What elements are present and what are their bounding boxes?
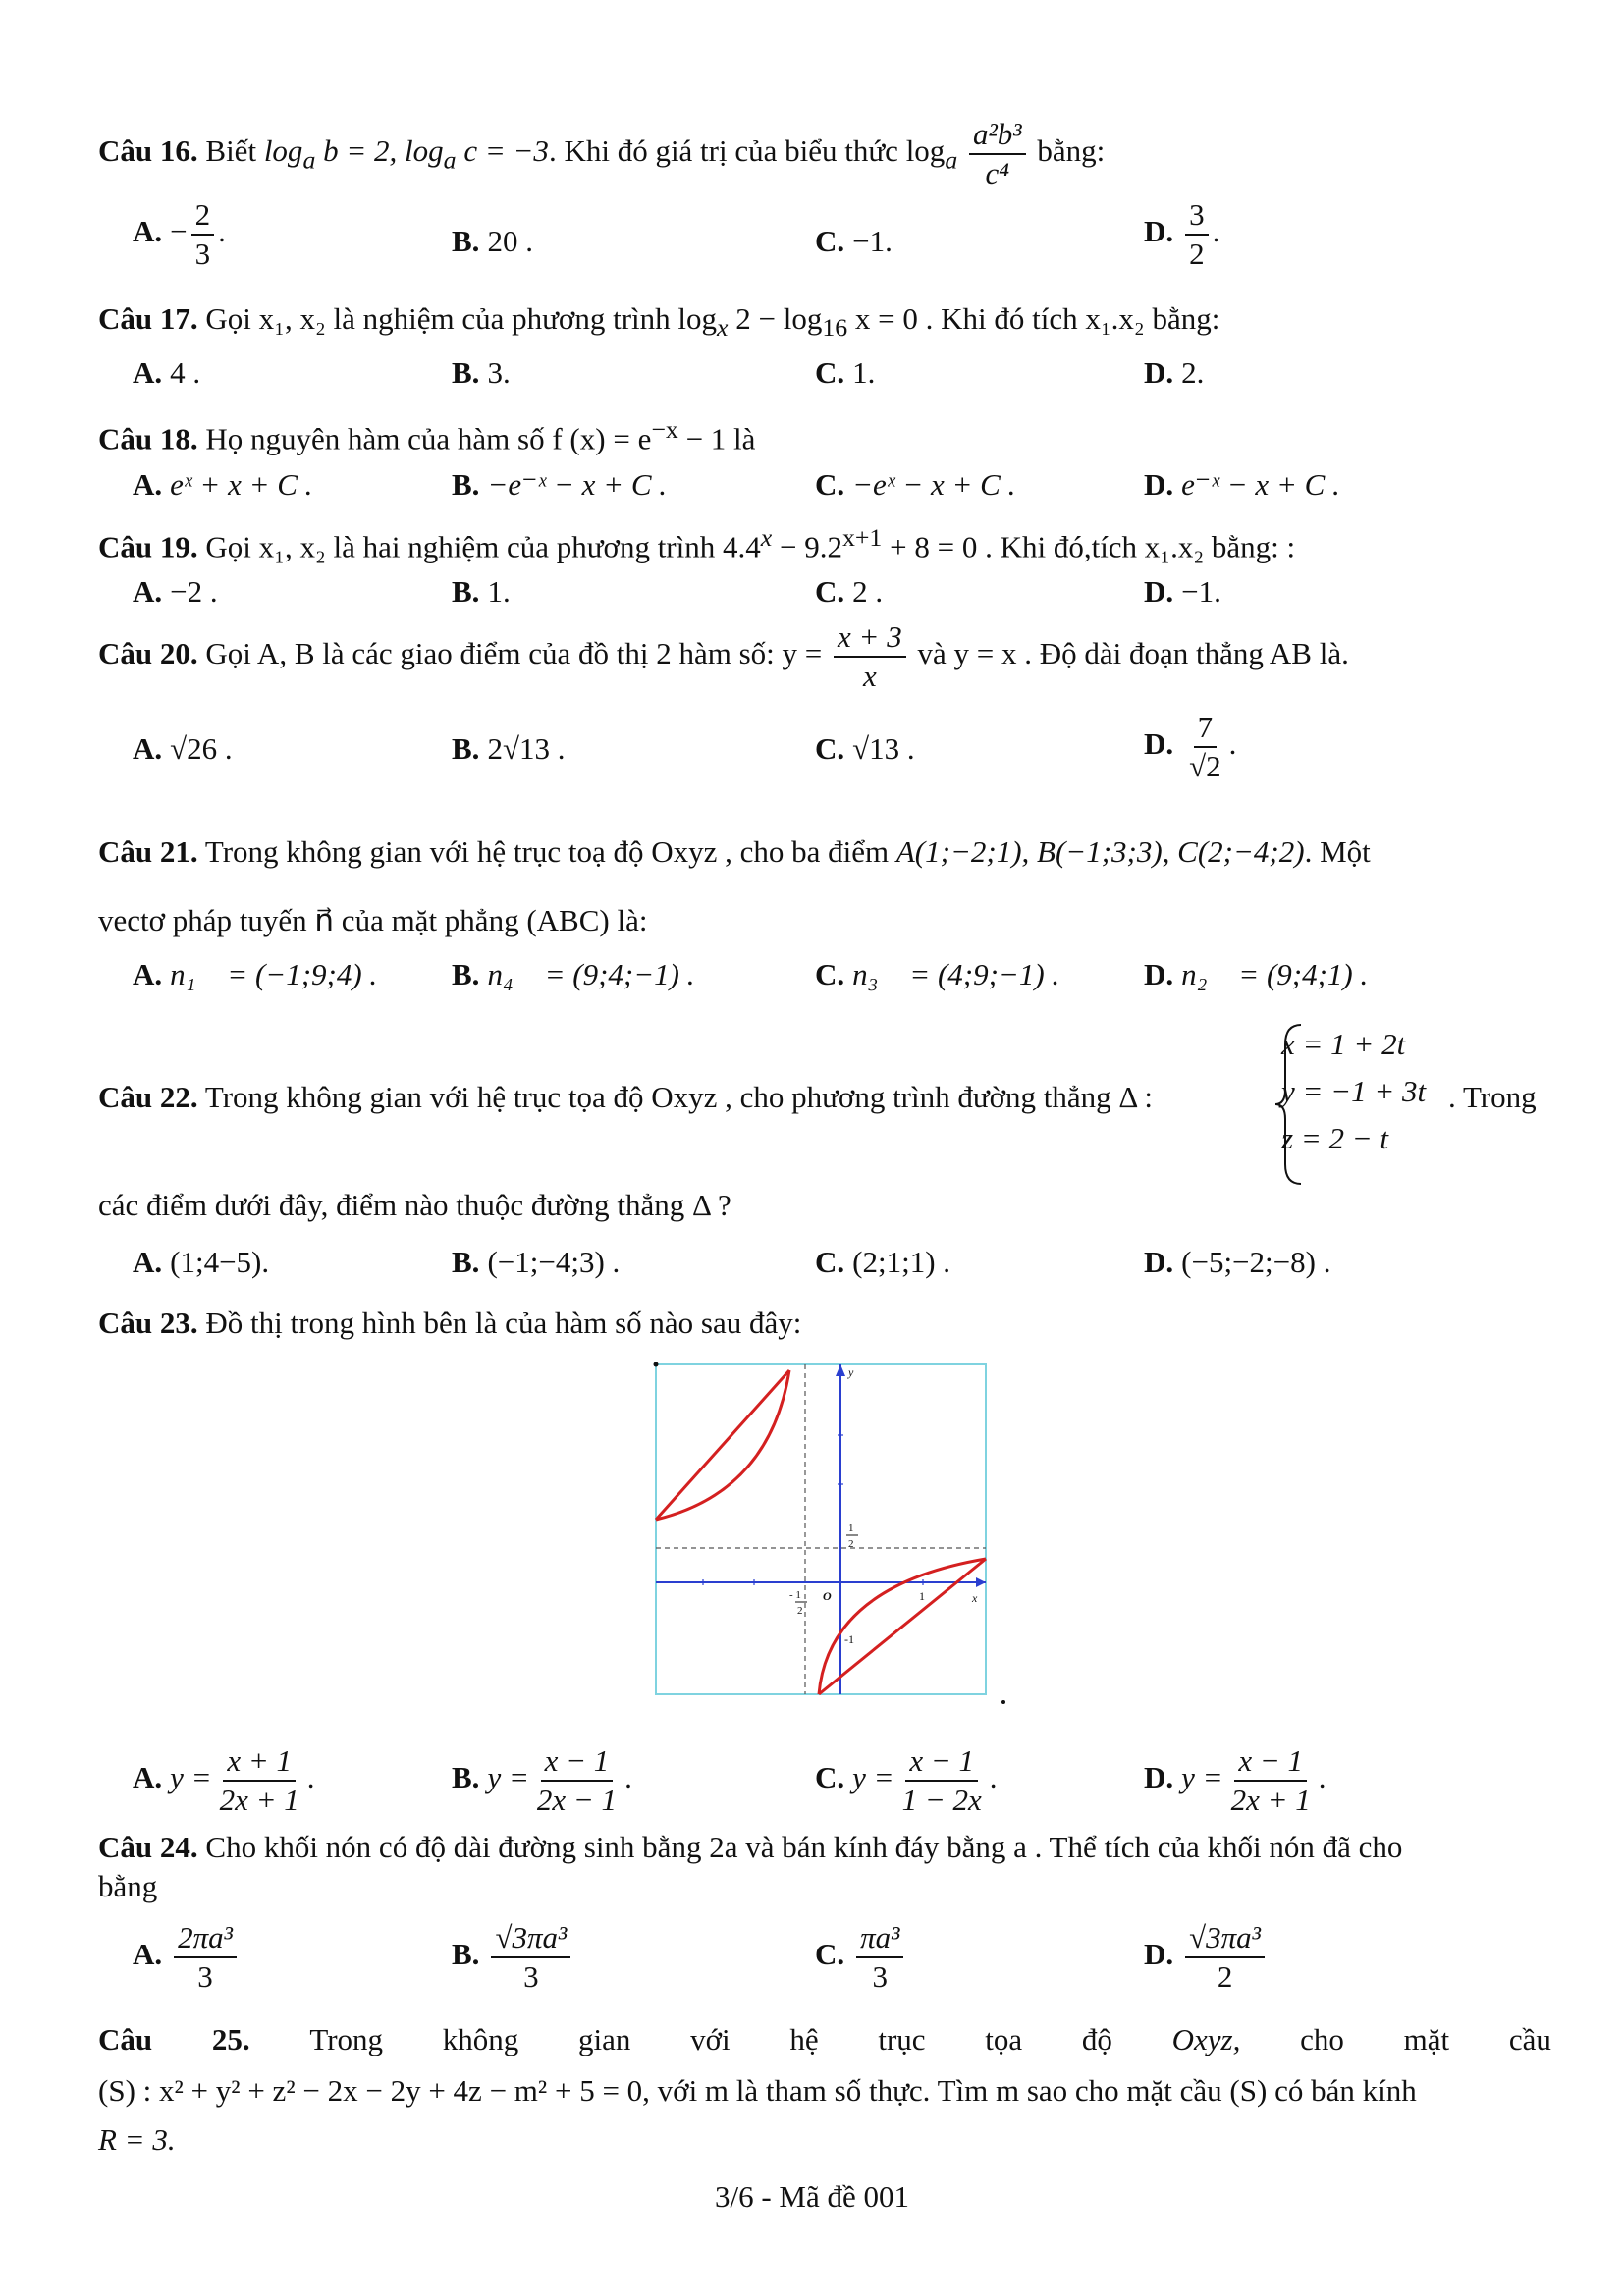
option-label: A. — [133, 355, 163, 390]
option-c[interactable] — [815, 355, 875, 391]
question-22-line2 — [98, 1186, 1551, 1225]
question-text: R = 3. — [98, 2122, 176, 2157]
option-label: D. — [1144, 1760, 1174, 1795]
subscript: x — [717, 313, 729, 343]
option-a[interactable] — [133, 1742, 315, 1819]
question-text: Gọi x₁, x₂ là nghiệm của phương trình log — [205, 301, 717, 336]
math-expr: b = 2, log — [315, 133, 444, 169]
numerator: 2πa³ — [174, 1919, 237, 1958]
question-17 — [98, 299, 1551, 347]
option-label: C. — [815, 224, 845, 258]
option-d[interactable] — [1144, 196, 1219, 273]
subscript: a — [443, 145, 457, 175]
option-label: B. — [452, 1937, 480, 1972]
denominator: 2x + 1 — [219, 1783, 299, 1817]
superscript: x — [760, 523, 773, 552]
suffix: . — [1228, 726, 1237, 762]
option-c[interactable] — [815, 1919, 907, 1996]
question-text: bằng: — [1037, 133, 1106, 169]
fraction — [1185, 1919, 1265, 1996]
sign: − — [170, 214, 188, 249]
question-21-line2 — [98, 901, 1551, 940]
question-text: . Trong — [1448, 1080, 1537, 1114]
option-label: D. — [1144, 355, 1174, 390]
fraction — [1185, 196, 1209, 273]
question-16 — [98, 116, 1551, 192]
option-d[interactable] — [1144, 1919, 1269, 1996]
option-text: 4 . — [170, 355, 201, 390]
question-number: Câu 18. — [98, 421, 198, 456]
option-text: n₄⃗ = (9;4;−1) . — [487, 957, 695, 991]
option-text: √13 . — [852, 731, 915, 766]
suffix: . — [1318, 1760, 1326, 1795]
suffix: . — [624, 1760, 632, 1795]
option-a[interactable] — [133, 957, 377, 992]
question-number: Câu 20. — [98, 636, 198, 671]
numerator: √3πa³ — [1185, 1919, 1265, 1958]
numerator: x + 3 — [834, 618, 906, 658]
option-text: n₁⃗ = (−1;9;4) . — [170, 957, 378, 991]
option-c[interactable] — [815, 1742, 998, 1819]
question-19 — [98, 518, 1551, 566]
suffix: . — [1212, 214, 1220, 249]
suffix: . — [989, 1760, 998, 1795]
option-c[interactable] — [815, 574, 883, 610]
option-text: 2√13 . — [487, 731, 566, 766]
option-text: eˣ + x + C . — [170, 467, 313, 502]
word: trục — [878, 2022, 926, 2056]
neg-one-label: -1 — [844, 1632, 854, 1646]
fraction — [969, 116, 1026, 192]
suffix: . — [218, 214, 226, 249]
denominator: √2 — [1189, 749, 1221, 783]
option-label: D. — [1144, 574, 1174, 609]
word: hệ — [789, 2022, 819, 2056]
option-label: C. — [815, 574, 845, 609]
question-text: các điểm dưới đây, điểm nào thuộc đường thẳng Δ ? — [98, 1188, 731, 1222]
numerator: 7 — [1194, 709, 1218, 748]
x-axis-label: x — [972, 1591, 978, 1605]
option-label: B. — [452, 957, 480, 991]
option-label: C. — [815, 1245, 845, 1279]
question-text: x = 0 . Khi đó tích x₁.x₂ bằng: — [847, 301, 1220, 336]
question-text: Đồ thị trong hình bên là của hàm số nào sau đây: — [205, 1306, 802, 1340]
option-label: C. — [815, 731, 845, 766]
option-label: D. — [1144, 467, 1174, 502]
corner-dot — [654, 1362, 659, 1367]
question-23 — [98, 1304, 1551, 1343]
denominator: 2 — [1217, 1959, 1233, 1994]
option-d[interactable] — [1144, 574, 1221, 610]
option-label: A. — [133, 1245, 163, 1279]
option-d[interactable] — [1144, 1742, 1326, 1819]
option-label: B. — [452, 467, 480, 502]
question-text: Cho khối nón có độ dài đường sinh bằng 2a và bán kính đáy bằng a . Thể tích của khối nón đã cho — [205, 1830, 1403, 1864]
fraction — [834, 618, 906, 695]
option-label: C. — [815, 355, 845, 390]
option-label: B. — [452, 731, 480, 766]
option-a[interactable] — [133, 1245, 269, 1280]
question-text: (S) : x² + y² + z² − 2x − 2y + 4z − m² + 5 = 0, với m là tham số thực. Tìm m sao cho mặt cầu (S) có bán kính — [98, 2073, 1417, 2108]
superscript: x+1 — [841, 523, 883, 552]
option-a[interactable] — [133, 355, 200, 391]
y-axis-label: y — [848, 1365, 854, 1379]
option-text: √26 . — [170, 731, 233, 766]
option-c[interactable] — [815, 1245, 950, 1280]
option-text: 1. — [852, 355, 876, 390]
option-a[interactable] — [133, 1919, 241, 1996]
question-text: Biết — [205, 133, 257, 169]
option-label: A. — [133, 467, 163, 502]
option-a[interactable] — [133, 196, 226, 273]
option-text: n₃⃗ = (4;9;−1) . — [852, 957, 1060, 991]
denominator: 2x + 1 — [1230, 1783, 1311, 1817]
fraction — [216, 1742, 303, 1819]
equation-z: z = 2 − t — [1281, 1121, 1389, 1155]
option-b[interactable] — [452, 731, 565, 767]
fraction — [898, 1742, 986, 1819]
option-text: (−1;−4;3) . — [487, 1245, 621, 1279]
question-number: Câu — [98, 2022, 153, 2056]
question-text: Gọi x₁, x₂ là hai nghiệm của phương trình 4.4 — [205, 529, 761, 564]
question-24 — [98, 1828, 1551, 1906]
math-expr: c = −3 — [456, 133, 549, 169]
numerator: x + 1 — [223, 1742, 296, 1782]
option-d[interactable] — [1144, 957, 1368, 992]
question-20 — [98, 618, 1551, 695]
superscript: −x — [651, 415, 678, 444]
option-text: −1. — [852, 224, 893, 258]
option-b[interactable] — [452, 224, 533, 259]
option-label: B. — [452, 1245, 480, 1279]
option-label: C. — [815, 467, 845, 502]
option-c[interactable] — [815, 731, 915, 767]
option-label: B. — [452, 355, 480, 390]
option-text: (−5;−2;−8) . — [1181, 1245, 1331, 1279]
question-text: + 8 = 0 . Khi đó,tích x₁.x₂ bằng: : — [882, 529, 1296, 564]
question-number: Câu 19. — [98, 529, 198, 564]
option-b[interactable] — [452, 957, 694, 992]
option-text: 2 . — [852, 574, 884, 609]
option-text: −1. — [1181, 574, 1221, 609]
option-b[interactable] — [452, 1742, 632, 1819]
denominator: 3 — [194, 237, 211, 271]
option-b[interactable] — [452, 355, 511, 391]
denominator: x — [862, 659, 877, 693]
option-text: −e⁻ˣ − x + C . — [487, 467, 668, 502]
word: cho — [1300, 2022, 1344, 2056]
option-prefix: y = — [487, 1760, 529, 1795]
option-label: A. — [133, 957, 163, 991]
option-label: C. — [815, 957, 845, 991]
half-den-label: 2 — [848, 1538, 854, 1550]
question-number-suffix: 25. — [211, 2022, 250, 2056]
neg-half-label: - 1 — [789, 1589, 801, 1601]
question-text: − 1 là — [677, 421, 756, 456]
option-label: B. — [452, 1760, 480, 1795]
option-b[interactable] — [452, 574, 511, 610]
question-text: − 9.2 — [772, 529, 842, 564]
option-c[interactable] — [815, 467, 1015, 503]
page-footer: 3/6 - Mã đề 001 — [714, 2179, 910, 2214]
option-b[interactable] — [452, 1245, 620, 1280]
question-text: Trong không gian với hệ trục toạ độ Oxyz , cho ba điểm — [204, 834, 890, 869]
question-number: Câu 17. — [98, 301, 198, 336]
denominator: 3 — [197, 1959, 213, 1994]
option-text: 20 . — [487, 224, 533, 258]
math-expr: log — [263, 133, 303, 169]
option-label: A. — [133, 1760, 163, 1795]
option-text: −2 . — [170, 574, 218, 609]
points-list: A(1;−2;1), B(−1;3;3), C(2;−4;2) — [895, 834, 1305, 869]
option-label: B. — [452, 224, 480, 258]
numerator: πa³ — [856, 1919, 903, 1958]
curve-left-line — [656, 1370, 789, 1520]
denominator: c⁴ — [985, 156, 1010, 190]
suffix: . — [306, 1760, 315, 1795]
math-expr: log — [905, 133, 946, 169]
denominator: 2 — [1189, 237, 1205, 271]
question-22-tail — [1448, 1078, 1537, 1117]
word: cầu — [1508, 2022, 1551, 2056]
option-prefix: y = — [170, 1760, 212, 1795]
option-b[interactable] — [452, 1919, 574, 1996]
option-label: D. — [1144, 1937, 1174, 1972]
question-25-line2 — [98, 2071, 1551, 2110]
option-d[interactable] — [1144, 709, 1236, 785]
option-text: 2. — [1181, 355, 1205, 390]
neg-half-den-label: 2 — [797, 1605, 803, 1617]
subscript: 16 — [822, 313, 848, 343]
line-system — [1281, 1021, 1426, 1162]
question-text: bằng — [98, 1869, 158, 1903]
option-prefix: y = — [852, 1760, 894, 1795]
option-label: A. — [133, 1937, 163, 1972]
fraction — [174, 1919, 237, 1996]
word: độ — [1081, 2022, 1112, 2056]
question-text: Họ nguyên hàm của hàm số f (x) = e — [205, 421, 652, 456]
denominator: 3 — [872, 1959, 889, 1994]
numerator: x − 1 — [905, 1742, 978, 1782]
option-label: A. — [133, 574, 163, 609]
numerator: √3πa³ — [491, 1919, 570, 1958]
fraction — [856, 1919, 903, 1996]
word: Trong — [309, 2022, 384, 2056]
question-text: và y = x . Độ dài đoạn thẳng AB là. — [917, 636, 1349, 671]
word: với — [690, 2022, 731, 2056]
fraction — [491, 1919, 570, 1996]
option-a[interactable] — [133, 574, 218, 610]
fraction — [1227, 1742, 1315, 1819]
option-label: D. — [1144, 1245, 1174, 1279]
option-text: (2;1;1) . — [852, 1245, 951, 1279]
question-21 — [98, 832, 1551, 872]
fraction — [533, 1742, 621, 1819]
option-label: B. — [452, 574, 480, 609]
option-label: A. — [133, 214, 163, 249]
option-c[interactable] — [815, 224, 893, 259]
option-text: −eˣ − x + C . — [852, 467, 1016, 502]
subscript: a — [302, 145, 316, 175]
word: mặt — [1403, 2022, 1450, 2056]
word: tọa — [985, 2022, 1023, 2056]
graph-frame — [656, 1364, 986, 1694]
option-text: 1. — [487, 574, 511, 609]
numerator: x − 1 — [1234, 1742, 1307, 1782]
numerator: 2 — [191, 196, 215, 236]
option-label: D. — [1144, 957, 1174, 991]
question-text: . Khi đó giá trị của biểu thức — [548, 133, 898, 169]
option-text: n₂⃗ = (9;4;1) . — [1181, 957, 1369, 991]
question-text: vectơ pháp tuyến n⃗ của mặt phẳng (ABC) là: — [98, 903, 648, 937]
option-a[interactable] — [133, 731, 233, 767]
origin-label: O — [823, 1589, 832, 1603]
x-axis-arrow-icon — [976, 1577, 986, 1587]
question-text: Trong không gian với hệ trục tọa độ Oxyz , cho phương trình đường thẳng Δ : — [204, 1080, 1154, 1114]
question-18 — [98, 410, 1551, 458]
numerator: x − 1 — [541, 1742, 614, 1782]
option-label: C. — [815, 1937, 845, 1972]
corner-dot — [1001, 1700, 1005, 1704]
option-d[interactable] — [1144, 1245, 1330, 1280]
equation-y: y = −1 + 3t — [1281, 1074, 1427, 1108]
tick-marks — [703, 1435, 923, 1585]
y-axis-arrow-icon — [836, 1364, 845, 1376]
option-b[interactable] — [452, 467, 667, 503]
option-d[interactable] — [1144, 355, 1204, 391]
denominator: 2x − 1 — [536, 1783, 618, 1817]
word: gian — [578, 2022, 631, 2056]
option-label: D. — [1144, 214, 1174, 249]
question-text: 2 − log — [728, 301, 823, 336]
denominator: 1 − 2x — [901, 1783, 982, 1817]
option-text: (1;4−5). — [170, 1245, 270, 1279]
question-number: Câu 24. — [98, 1830, 198, 1864]
word: Oxyz, — [1171, 2022, 1241, 2056]
half-label: 1 — [848, 1522, 854, 1534]
question-number: Câu 23. — [98, 1306, 198, 1340]
word: không — [442, 2022, 519, 2056]
equation-x: x = 1 + 2t — [1281, 1027, 1406, 1061]
question-25 — [98, 2020, 1551, 2059]
option-label: D. — [1144, 726, 1174, 762]
question-number: Câu 16. — [98, 133, 198, 169]
question-number: Câu 22. — [98, 1080, 198, 1114]
function-graph — [652, 1355, 1005, 1708]
question-number: Câu 21. — [98, 834, 198, 869]
denominator: 3 — [523, 1959, 539, 1994]
option-text: 3. — [487, 355, 511, 390]
numerator: a²b³ — [969, 116, 1026, 155]
numerator: 3 — [1185, 196, 1209, 236]
fraction — [191, 196, 215, 273]
fraction — [1185, 709, 1225, 785]
option-a[interactable] — [133, 467, 312, 503]
option-label: A. — [133, 731, 163, 766]
subscript: a — [945, 145, 958, 175]
option-prefix: y = — [1181, 1760, 1223, 1795]
option-c[interactable] — [815, 957, 1059, 992]
question-text: . Một — [1304, 834, 1371, 869]
question-text: Gọi A, B là các giao điểm của đồ thị 2 hàm số: y = — [205, 636, 823, 671]
option-text: e⁻ˣ − x + C . — [1181, 467, 1340, 502]
option-label: C. — [815, 1760, 845, 1795]
question-22 — [98, 1078, 1276, 1117]
one-label: 1 — [919, 1589, 925, 1603]
option-d[interactable] — [1144, 467, 1340, 503]
question-25-line3 — [98, 2120, 1551, 2160]
